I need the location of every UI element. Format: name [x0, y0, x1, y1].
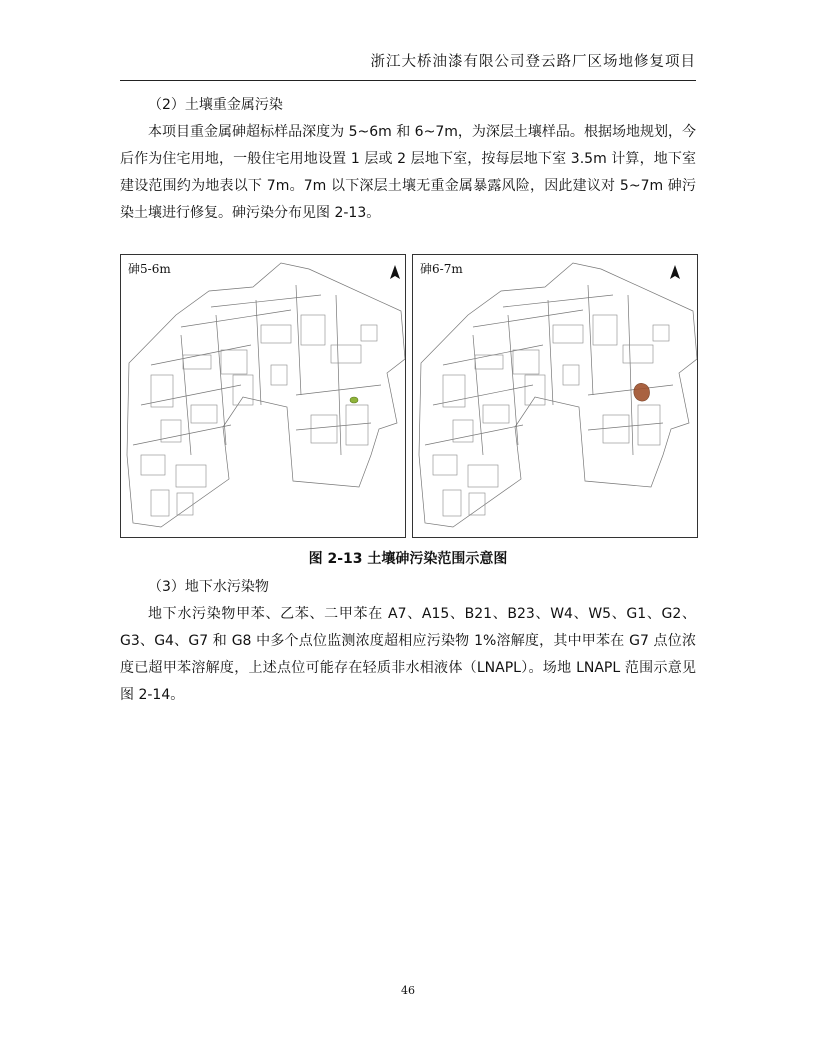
panel-label: 砷6-7m	[420, 262, 463, 276]
site-boundary	[127, 263, 405, 527]
contamination-area	[634, 383, 650, 401]
figure-caption: 图 2-13 土壤砷污染范围示意图	[308, 551, 508, 567]
site-map-left	[121, 255, 405, 537]
panel-label: 砷5-6m	[128, 262, 171, 276]
figure-2-13	[120, 254, 696, 538]
page-number: 46	[401, 984, 415, 997]
section-2-paragraph: 本项目重金属砷超标样品深度为 5~6m 和 6~7m，为深层土壤样品。根据场地规划，今后作为住宅用地，一般住宅用地设置 1 层或 2 层地下室，按每层地下室 3.5m 计算，地下室建设范围约为地表以下 7m。7m 以下深层土壤无重金属暴露风险，因此建议对 5~7m 砷污染土壤进行修复。砷污染分布见图 2-13。	[120, 124, 696, 221]
map-panel-5-6m	[120, 254, 406, 538]
north-arrow-icon	[390, 265, 400, 279]
section-2-heading: （2）土壤重金属污染	[148, 97, 283, 113]
running-header: 浙江大桥油漆有限公司登云路厂区场地修复项目	[370, 54, 696, 70]
map-panel-6-7m	[412, 254, 698, 538]
header-rule	[120, 80, 696, 81]
site-boundary	[419, 263, 697, 527]
site-map-right	[413, 255, 697, 537]
north-arrow-icon	[670, 265, 680, 279]
section-3-heading: （3）地下水污染物	[148, 579, 269, 595]
contamination-area	[350, 397, 358, 403]
section-3-paragraph: 地下水污染物甲苯、乙苯、二甲苯在 A7、A15、B21、B23、W4、W5、G1、G2、G3、G4、G7 和 G8 中多个点位监测浓度超相应污染物 1%溶解度，其中甲苯在 G7 点位浓度已超甲苯溶解度，上述点位可能存在轻质非水相液体（LNAPL）。场地 LNAPL 范围示意见图 2-14。	[120, 606, 696, 703]
